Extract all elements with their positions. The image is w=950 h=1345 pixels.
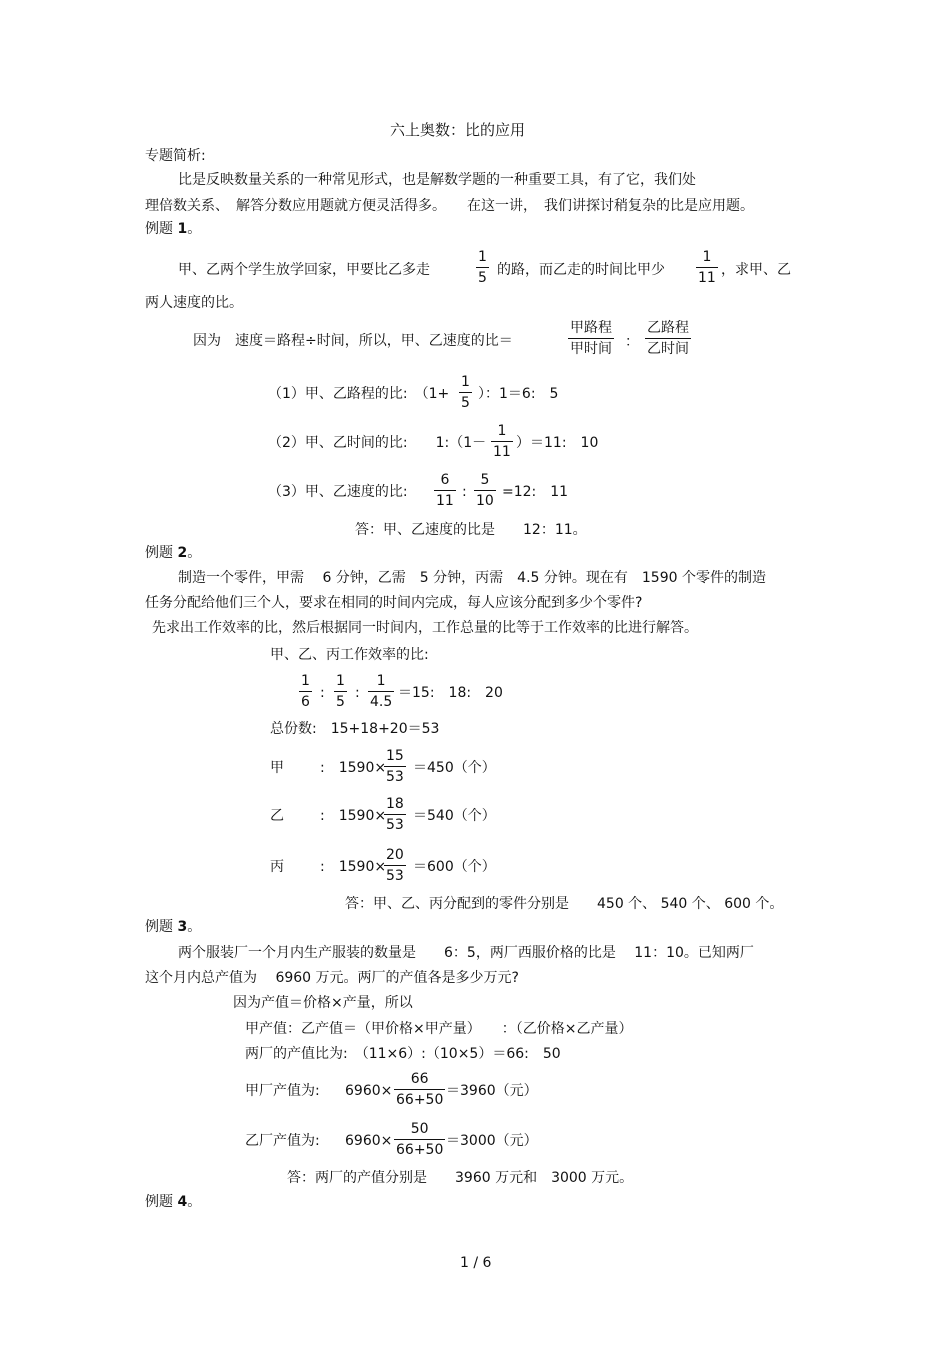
ex2-row-yi-name: 乙: [270, 808, 284, 824]
example-3-label: 例题 3。: [145, 919, 202, 935]
ex2-question-line-1: 制造一个零件，甲需 6 分钟，乙需 5 分钟，丙需 4.5 分钟。现在有 1590 个零件的制造: [178, 570, 766, 586]
ex3-factory-a-fraction: 66 66+50: [396, 1071, 444, 1108]
ex1-step-1-b: ）：1＝6: 5: [478, 386, 559, 402]
ex3-because: 因为产值＝价格×产量，所以: [233, 995, 413, 1011]
section-heading: 专题简析:: [145, 148, 206, 164]
ex1-question-c: ，求甲、乙: [721, 262, 791, 278]
ex2-eff-colon-2: :: [355, 685, 360, 701]
example-2-label: 例题 2。: [145, 545, 202, 561]
ex2-row-yi-mul: : 1590×: [320, 808, 387, 824]
ex2-row-yi-fraction: 18 53: [386, 796, 404, 833]
ex1-question-b: 的路，而乙走的时间比甲少: [497, 262, 665, 278]
ex1-because-colon: ：: [625, 334, 639, 350]
ex1-step-2-b: ）＝11: 10: [516, 435, 599, 451]
ex2-efficiency-label: 甲、乙、丙工作效率的比:: [270, 647, 429, 663]
example-4-label: 例题 4。: [145, 1194, 202, 1210]
ex1-step-3-b: =12: 11: [502, 484, 569, 500]
ex3-factory-b-result: ＝3000（元）: [446, 1133, 538, 1149]
ex1-step-3-colon: :: [462, 484, 467, 500]
ex3-factory-b-label: 乙厂产值为:: [245, 1133, 320, 1149]
ex1-step-1-fraction: 1 5: [461, 374, 470, 411]
ex2-hint: 先求出工作效率的比，然后根据同一时间内，工作总量的比等于工作效率的比进行解答。: [152, 620, 698, 636]
ex3-ratio-definition: 甲产值：乙产值＝（甲价格×甲产量） ：（乙价格×乙产量）: [245, 1021, 633, 1037]
ex3-factory-a-label: 甲厂产值为:: [245, 1083, 320, 1099]
ex1-question-line-2: 两人速度的比。: [145, 295, 243, 311]
ex3-factory-a-result: ＝3960（元）: [446, 1083, 538, 1099]
ex3-factory-b-fraction: 50 66+50: [396, 1121, 444, 1158]
ex3-question-line-2: 这个月内总产值为 6960 万元。两厂的产值各是多少万元?: [145, 970, 519, 986]
ex3-ratio: 两厂的产值比为: （11×6）:（10×5）＝66: 50: [245, 1046, 561, 1062]
ex2-row-bing-mul: : 1590×: [320, 859, 387, 875]
ex2-question-line-2: 任务分配给他们三个人，要求在相同的时间内完成，每人应该分配到多少个零件?: [145, 595, 643, 611]
ex2-eff-fraction-3: 1 4.5: [370, 673, 393, 710]
ex2-row-jia-result: ＝450（个）: [413, 760, 496, 776]
ex2-answer: 答：甲、乙、丙分配到的零件分别是 450 个、 540 个、 600 个。: [345, 896, 784, 912]
page-number: 1 / 6: [460, 1255, 492, 1271]
ex3-factory-b-mul: 6960×: [345, 1133, 393, 1149]
ex2-row-jia-fraction: 15 53: [386, 748, 404, 785]
ex1-step-2-fraction: 1 11: [493, 423, 511, 460]
ex3-factory-a-mul: 6960×: [345, 1083, 393, 1099]
ex2-row-jia-name: 甲: [270, 760, 284, 776]
ex2-row-bing-name: 丙: [270, 859, 284, 875]
ex1-because-fraction-1: 甲路程 甲时间: [570, 320, 612, 357]
ex1-step-3-fraction-2: 5 10: [476, 472, 494, 509]
ex1-step-2-a: （2）甲、乙时间的比: 1:（1－: [268, 435, 487, 451]
ex2-eff-result: ＝15: 18: 20: [398, 685, 503, 701]
intro-line-1: 比是反映数量关系的一种常见形式，也是解数学题的一种重要工具，有了它，我们处: [178, 172, 696, 188]
ex1-step-1-a: （1）甲、乙路程的比: （1+: [268, 386, 450, 402]
ex1-because: 因为 速度＝路程÷时间，所以，甲、乙速度的比＝: [193, 333, 513, 349]
ex1-step-3-a: （3）甲、乙速度的比:: [268, 484, 408, 500]
ex3-answer: 答：两厂的产值分别是 3960 万元和 3000 万元。: [287, 1170, 634, 1186]
ex2-row-jia-mul: : 1590×: [320, 760, 387, 776]
ex2-eff-colon-1: :: [320, 685, 325, 701]
ex1-answer: 答：甲、乙速度的比是 12：11。: [355, 522, 587, 538]
ex2-eff-fraction-2: 1 5: [336, 673, 345, 710]
ex3-question-line-1: 两个服装厂一个月内生产服装的数量是 6：5，两厂西服价格的比是 11：10。已知两厂: [178, 945, 754, 961]
ex1-q-fraction-2: 1 11: [698, 249, 716, 286]
ex2-row-bing-result: ＝600（个）: [413, 859, 496, 875]
ex1-because-fraction-2: 乙路程 乙时间: [647, 320, 689, 357]
ex2-row-yi-result: ＝540（个）: [413, 808, 496, 824]
ex1-q-fraction-1: 1 5: [478, 249, 487, 286]
page-title: 六上奥数：比的应用: [390, 121, 526, 139]
example-1-label: 例题 1。: [145, 221, 202, 237]
intro-line-2: 理倍数关系、 解答分数应用题就方便灵活得多。 在这一讲， 我们讲探讨稍复杂的比是应用题。: [145, 198, 754, 214]
ex2-eff-fraction-1: 1 6: [301, 673, 310, 710]
ex2-total-parts: 总份数: 15+18+20＝53: [270, 721, 440, 737]
ex2-row-bing-fraction: 20 53: [386, 847, 404, 884]
ex1-question-a: 甲、乙两个学生放学回家，甲要比乙多走: [178, 262, 430, 278]
ex1-step-3-fraction-1: 6 11: [436, 472, 454, 509]
